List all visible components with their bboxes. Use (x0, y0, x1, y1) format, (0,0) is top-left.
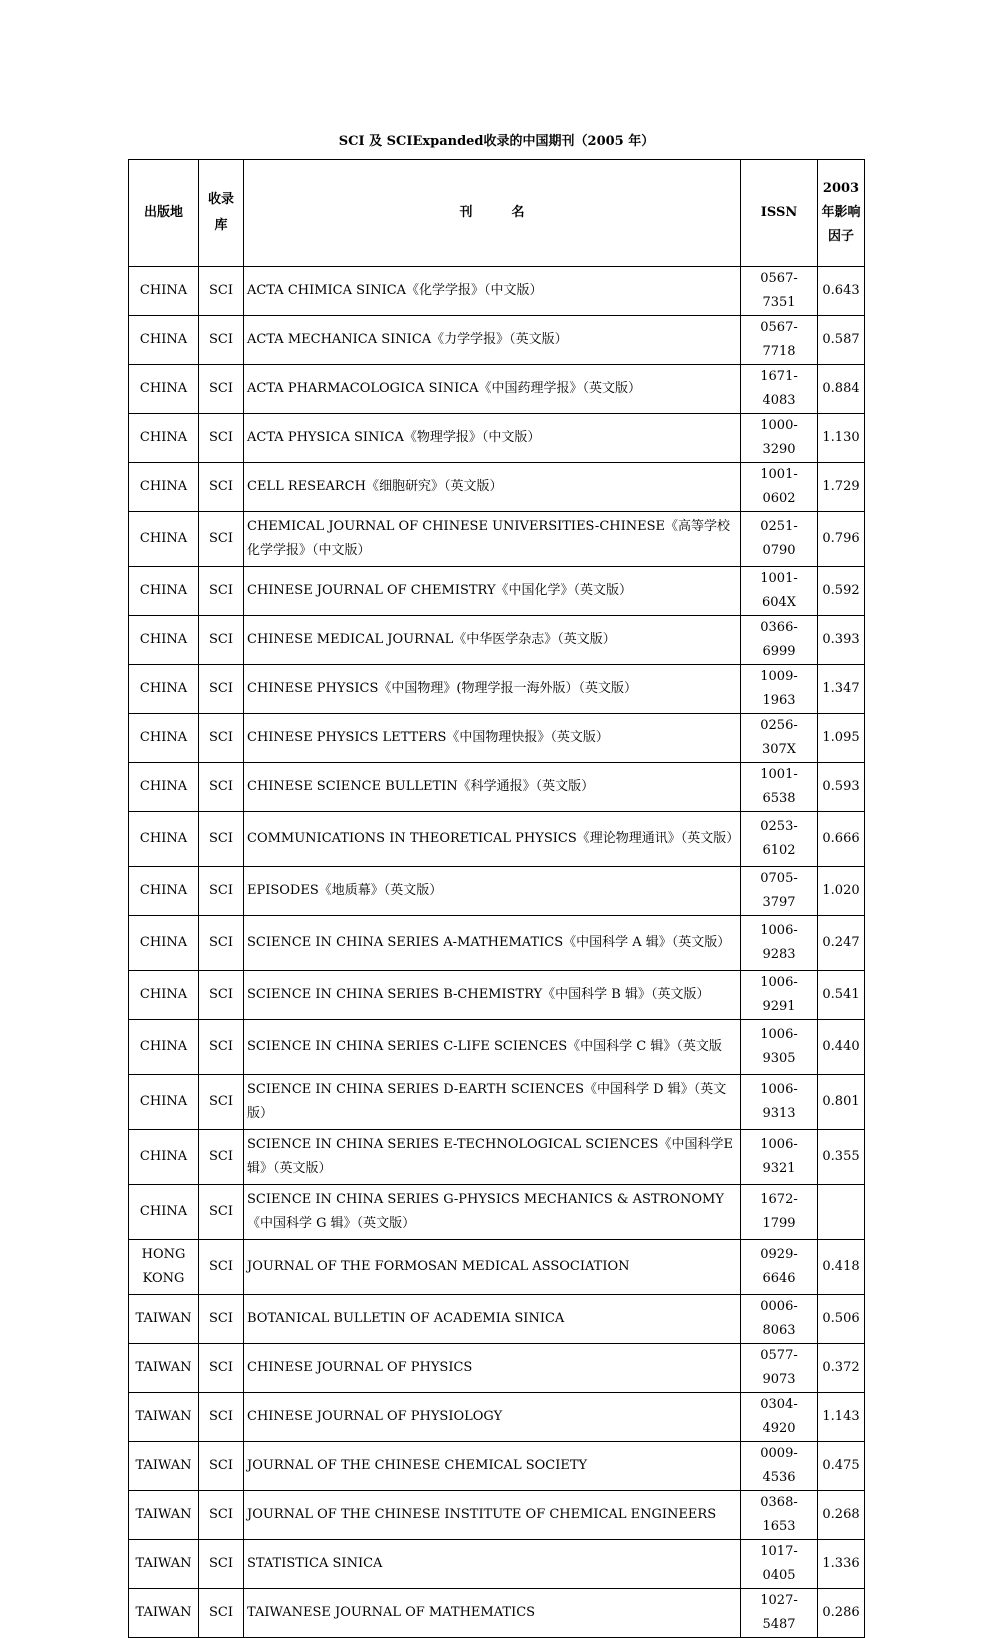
table-row (129, 1589, 865, 1638)
cell-db: SCI (199, 512, 244, 567)
header-impact-factor: 2003年影响因子 (818, 160, 865, 267)
cell-place: CHINA (129, 463, 199, 512)
cell-issn: 1006-9283 (741, 916, 818, 971)
cell-impact-factor: 0.666 (818, 812, 865, 867)
document-title: SCI 及 SCIExpanded收录的中国期刊（2005 年） (338, 134, 655, 149)
cell-issn: 0304-4920 (741, 1393, 818, 1442)
cell-db: SCI (199, 463, 244, 512)
table-row (129, 1185, 865, 1240)
cell-issn: 1000-3290 (741, 414, 818, 463)
cell-journal: EPISODES《地质幕》（英文版） (244, 867, 741, 916)
cell-journal: CHINESE JOURNAL OF PHYSIOLOGY (244, 1393, 741, 1442)
table-row (129, 916, 865, 971)
cell-issn: 0929-6646 (741, 1240, 818, 1295)
table-row (129, 567, 865, 616)
cell-impact-factor: 0.393 (818, 616, 865, 665)
table-row (129, 1540, 865, 1589)
cell-db: SCI (199, 616, 244, 665)
cell-impact-factor: 1.020 (818, 867, 865, 916)
cell-db: SCI (199, 1240, 244, 1295)
table-row (129, 1295, 865, 1344)
cell-issn: 0253-6102 (741, 812, 818, 867)
cell-impact-factor: 1.130 (818, 414, 865, 463)
cell-impact-factor: 0.593 (818, 763, 865, 812)
header-place: 出版地 (129, 160, 199, 267)
cell-impact-factor: 0.355 (818, 1130, 865, 1185)
cell-impact-factor: 0.247 (818, 916, 865, 971)
cell-journal: JOURNAL OF THE CHINESE CHEMICAL SOCIETY (244, 1442, 741, 1491)
cell-db: SCI (199, 1075, 244, 1130)
cell-impact-factor: 1.095 (818, 714, 865, 763)
cell-journal: ACTA PHYSICA SINICA《物理学报》（中文版） (244, 414, 741, 463)
cell-place: CHINA (129, 812, 199, 867)
cell-journal: SCIENCE IN CHINA SERIES A-MATHEMATICS《中国科学 A 辑》（英文版） (244, 916, 741, 971)
cell-impact-factor: 1.143 (818, 1393, 865, 1442)
table-row (129, 812, 865, 867)
cell-journal: CHINESE JOURNAL OF PHYSICS (244, 1344, 741, 1393)
cell-place: CHINA (129, 1130, 199, 1185)
table-row (129, 665, 865, 714)
cell-journal: CHINESE MEDICAL JOURNAL《中华医学杂志》（英文版） (244, 616, 741, 665)
cell-place: TAIWAN (129, 1540, 199, 1589)
cell-issn: 1006-9321 (741, 1130, 818, 1185)
cell-db: SCI (199, 267, 244, 316)
table-row (129, 1130, 865, 1185)
cell-journal: ACTA CHIMICA SINICA《化学学报》（中文版） (244, 267, 741, 316)
table-body (129, 267, 865, 1638)
header-issn: ISSN (741, 160, 818, 267)
table-row (129, 316, 865, 365)
cell-place: TAIWAN (129, 1295, 199, 1344)
cell-journal: SCIENCE IN CHINA SERIES G-PHYSICS MECHANICS & ASTRONOMY《中国科学 G 辑》（英文版） (244, 1185, 741, 1240)
cell-issn: 1027-5487 (741, 1589, 818, 1638)
table-row (129, 971, 865, 1020)
cell-journal: ACTA PHARMACOLOGICA SINICA《中国药理学报》（英文版） (244, 365, 741, 414)
cell-place: CHINA (129, 567, 199, 616)
journal-table (128, 159, 865, 1638)
cell-impact-factor: 0.475 (818, 1442, 865, 1491)
cell-issn: 0577-9073 (741, 1344, 818, 1393)
cell-db: SCI (199, 714, 244, 763)
cell-place: CHINA (129, 763, 199, 812)
cell-place: CHINA (129, 867, 199, 916)
table-row (129, 1442, 865, 1491)
table-row (129, 1344, 865, 1393)
table-row (129, 463, 865, 512)
cell-journal: SCIENCE IN CHINA SERIES B-CHEMISTRY《中国科学 B 辑》（英文版） (244, 971, 741, 1020)
cell-place: CHINA (129, 616, 199, 665)
cell-journal: TAIWANESE JOURNAL OF MATHEMATICS (244, 1589, 741, 1638)
cell-db: SCI (199, 316, 244, 365)
cell-journal: JOURNAL OF THE CHINESE INSTITUTE OF CHEMICAL ENGINEERS (244, 1491, 741, 1540)
cell-impact-factor: 1.347 (818, 665, 865, 714)
cell-db: SCI (199, 916, 244, 971)
cell-place: CHINA (129, 665, 199, 714)
cell-issn: 1001-6538 (741, 763, 818, 812)
cell-place: CHINA (129, 365, 199, 414)
cell-journal: SCIENCE IN CHINA SERIES E-TECHNOLOGICAL SCIENCES《中国科学E 辑》（英文版） (244, 1130, 741, 1185)
cell-impact-factor: 0.801 (818, 1075, 865, 1130)
table-row (129, 714, 865, 763)
cell-issn: 1672-1799 (741, 1185, 818, 1240)
cell-journal: COMMUNICATIONS IN THEORETICAL PHYSICS《理论物理通讯》（英文版） (244, 812, 741, 867)
cell-impact-factor: 0.884 (818, 365, 865, 414)
cell-place: CHINA (129, 971, 199, 1020)
header-journal: 刊 名 (244, 160, 741, 267)
cell-impact-factor: 0.796 (818, 512, 865, 567)
cell-db: SCI (199, 414, 244, 463)
table-row (129, 1393, 865, 1442)
cell-impact-factor: 0.592 (818, 567, 865, 616)
cell-issn: 1001-604X (741, 567, 818, 616)
table-row (129, 414, 865, 463)
cell-issn: 1009-1963 (741, 665, 818, 714)
cell-place: CHINA (129, 512, 199, 567)
cell-issn: 0366-6999 (741, 616, 818, 665)
cell-place: CHINA (129, 1185, 199, 1240)
cell-db: SCI (199, 971, 244, 1020)
cell-place: TAIWAN (129, 1491, 199, 1540)
cell-place: TAIWAN (129, 1442, 199, 1491)
cell-place: TAIWAN (129, 1344, 199, 1393)
cell-impact-factor: 1.729 (818, 463, 865, 512)
table-row (129, 512, 865, 567)
cell-place: CHINA (129, 714, 199, 763)
header-db: 收录库 (199, 160, 244, 267)
cell-db: SCI (199, 1020, 244, 1075)
cell-issn: 0009-4536 (741, 1442, 818, 1491)
cell-place: HONG KONG (129, 1240, 199, 1295)
cell-journal: SCIENCE IN CHINA SERIES D-EARTH SCIENCES《中国科学 D 辑》（英文版） (244, 1075, 741, 1130)
cell-issn: 1001-0602 (741, 463, 818, 512)
cell-impact-factor: 0.418 (818, 1240, 865, 1295)
cell-impact-factor: 0.286 (818, 1589, 865, 1638)
cell-db: SCI (199, 1540, 244, 1589)
cell-place: CHINA (129, 414, 199, 463)
cell-impact-factor: 0.268 (818, 1491, 865, 1540)
cell-journal: CHINESE JOURNAL OF CHEMISTRY《中国化学》（英文版） (244, 567, 741, 616)
cell-db: SCI (199, 763, 244, 812)
cell-issn: 0705-3797 (741, 867, 818, 916)
cell-impact-factor (818, 1185, 865, 1240)
cell-place: CHINA (129, 267, 199, 316)
cell-place: CHINA (129, 916, 199, 971)
cell-journal: CHINESE SCIENCE BULLETIN《科学通报》（英文版） (244, 763, 741, 812)
cell-journal: JOURNAL OF THE FORMOSAN MEDICAL ASSOCIATION (244, 1240, 741, 1295)
cell-journal: CELL RESEARCH《细胞研究》（英文版） (244, 463, 741, 512)
table-row (129, 1240, 865, 1295)
table-header-row (129, 160, 865, 267)
cell-db: SCI (199, 867, 244, 916)
table-row (129, 867, 865, 916)
cell-db: SCI (199, 1295, 244, 1344)
cell-issn: 1006-9291 (741, 971, 818, 1020)
cell-journal: CHEMICAL JOURNAL OF CHINESE UNIVERSITIES-CHINESE《高等学校化学学报》（中文版） (244, 512, 741, 567)
cell-place: CHINA (129, 1075, 199, 1130)
table-row (129, 267, 865, 316)
cell-db: SCI (199, 1491, 244, 1540)
cell-db: SCI (199, 1393, 244, 1442)
cell-impact-factor: 1.336 (818, 1540, 865, 1589)
cell-db: SCI (199, 1344, 244, 1393)
cell-impact-factor: 0.541 (818, 971, 865, 1020)
cell-db: SCI (199, 1185, 244, 1240)
cell-issn: 1671-4083 (741, 365, 818, 414)
table-row (129, 763, 865, 812)
cell-db: SCI (199, 1130, 244, 1185)
table-row (129, 616, 865, 665)
cell-journal: STATISTICA SINICA (244, 1540, 741, 1589)
cell-place: TAIWAN (129, 1589, 199, 1638)
cell-place: CHINA (129, 316, 199, 365)
cell-impact-factor: 0.372 (818, 1344, 865, 1393)
cell-db: SCI (199, 665, 244, 714)
cell-journal: CHINESE PHYSICS《中国物理》(物理学报一海外版）（英文版） (244, 665, 741, 714)
cell-impact-factor: 0.506 (818, 1295, 865, 1344)
cell-place: TAIWAN (129, 1393, 199, 1442)
cell-impact-factor: 0.587 (818, 316, 865, 365)
cell-db: SCI (199, 812, 244, 867)
cell-db: SCI (199, 1589, 244, 1638)
cell-db: SCI (199, 1442, 244, 1491)
cell-issn: 0251-0790 (741, 512, 818, 567)
table-row (129, 1491, 865, 1540)
cell-place: CHINA (129, 1020, 199, 1075)
table-row (129, 365, 865, 414)
cell-journal: ACTA MECHANICA SINICA《力学学报》（英文版） (244, 316, 741, 365)
cell-impact-factor: 0.440 (818, 1020, 865, 1075)
cell-issn: 0256-307X (741, 714, 818, 763)
cell-issn: 1017-0405 (741, 1540, 818, 1589)
cell-db: SCI (199, 365, 244, 414)
cell-issn: 1006-9313 (741, 1075, 818, 1130)
cell-journal: BOTANICAL BULLETIN OF ACADEMIA SINICA (244, 1295, 741, 1344)
cell-journal: SCIENCE IN CHINA SERIES C-LIFE SCIENCES《中国科学 C 辑》（英文版 (244, 1020, 741, 1075)
cell-db: SCI (199, 567, 244, 616)
cell-issn: 1006-9305 (741, 1020, 818, 1075)
cell-issn: 0368-1653 (741, 1491, 818, 1540)
cell-journal: CHINESE PHYSICS LETTERS《中国物理快报》（英文版） (244, 714, 741, 763)
cell-issn: 0567-7351 (741, 267, 818, 316)
table-row (129, 1020, 865, 1075)
cell-issn: 0006-8063 (741, 1295, 818, 1344)
cell-impact-factor: 0.643 (818, 267, 865, 316)
cell-issn: 0567-7718 (741, 316, 818, 365)
table-row (129, 1075, 865, 1130)
